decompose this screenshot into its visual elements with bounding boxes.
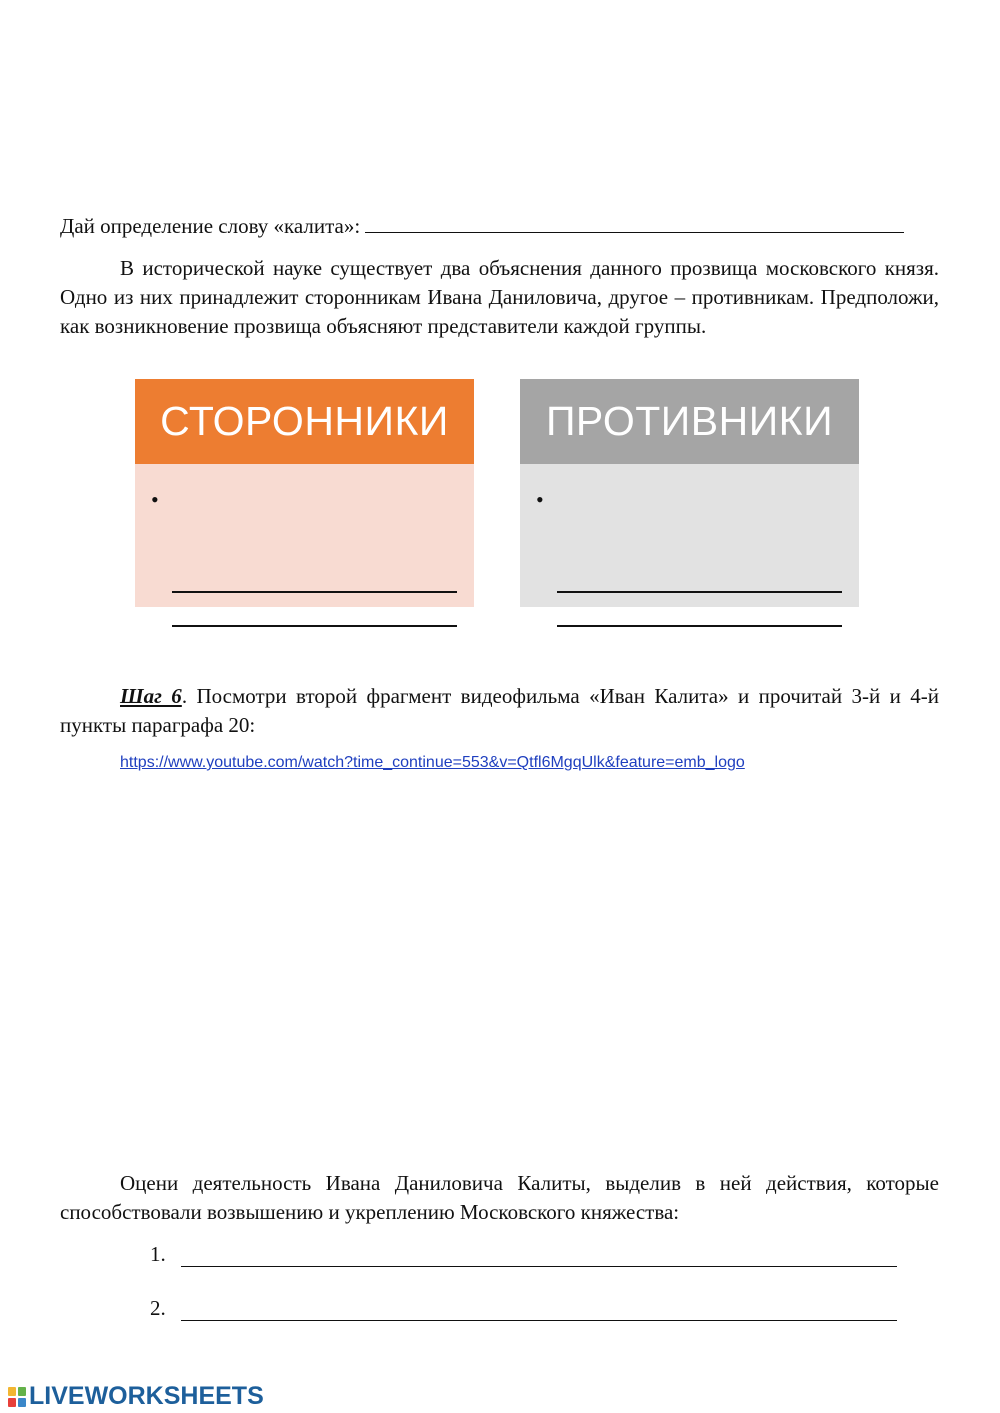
liveworksheets-logo — [8, 1382, 264, 1411]
logo-text: LIVEWORKSHEETS — [29, 1382, 264, 1410]
answer-number-1: 1. — [150, 1242, 166, 1266]
answer-line-2[interactable] — [181, 1320, 897, 1321]
opponents-answer-line-1[interactable] — [557, 591, 842, 593]
opponents-body — [520, 464, 859, 607]
supporters-answer-line-2[interactable] — [172, 625, 457, 627]
opponents-bullet: • — [536, 487, 544, 512]
evaluate-paragraph: Оцени деятельность Ивана Даниловича Калиты, выделив в ней действия, которые способствовали возвышению и укреплению Московского княжества: — [60, 1171, 939, 1224]
opponents-answer-line-2[interactable] — [557, 625, 842, 627]
video-link[interactable]: https://www.youtube.com/watch?time_continue=553&v=Qtfl6MgqUlk&feature=emb_logo — [120, 754, 745, 771]
supporters-bullet: • — [151, 487, 159, 512]
supporters-body — [135, 464, 474, 607]
step6-text: . Посмотри второй фрагмент видеофильма «Иван Калита» и прочитай 3-й и 4-й пункты параграфа 20: — [60, 684, 939, 737]
supporters-card — [135, 379, 474, 607]
opponents-card — [520, 379, 859, 607]
definition-answer-line[interactable] — [365, 232, 904, 233]
supporters-answer-line-1[interactable] — [172, 591, 457, 593]
answer-number-2: 2. — [150, 1296, 166, 1320]
supporters-title: СТОРОННИКИ — [135, 379, 474, 464]
logo-blocks-icon — [8, 1387, 26, 1407]
step6-paragraph — [60, 682, 939, 740]
step6-label: Шаг 6 — [120, 684, 182, 708]
answer-line-1[interactable] — [181, 1266, 897, 1267]
definition-task — [60, 212, 939, 241]
intro-paragraph: В исторической науке существует два объяснения данного прозвища московского князя. Одно из них принадлежит сторонникам Ивана Даниловича, другое – противникам. Предположи, как возникновение прозвища объясняют представители каждой группы. — [60, 256, 939, 338]
definition-prompt: Дай определение слову «калита»: — [60, 214, 361, 238]
opponents-title: ПРОТИВНИКИ — [520, 379, 859, 464]
